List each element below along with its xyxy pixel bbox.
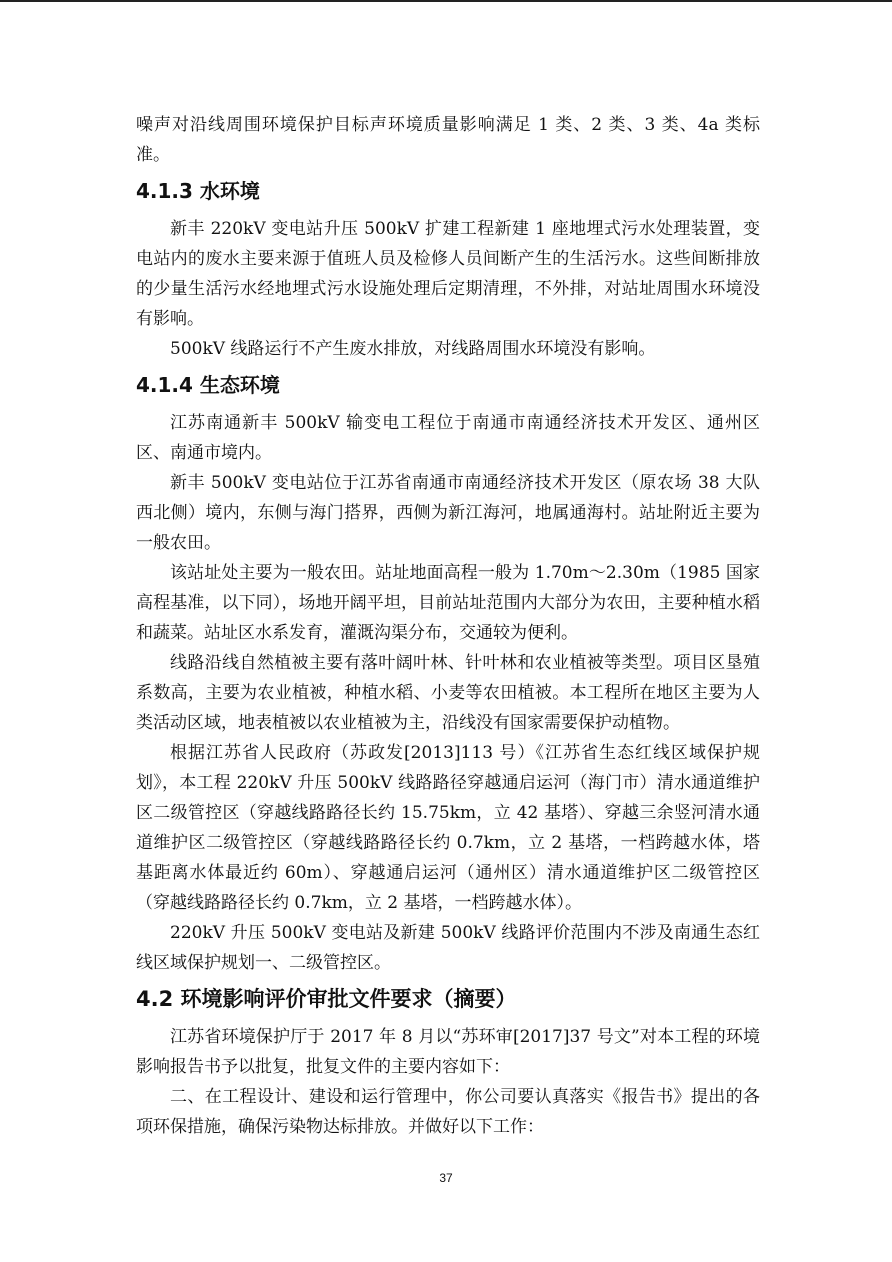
document-body [136, 110, 760, 1142]
heading-4-2: 4.2 环境影响评价审批文件要求（摘要） [136, 987, 517, 1011]
paragraph-water-1: 新丰 220kV 变电站升压 500kV 扩建工程新建 1 座地埋式污水处理装置，变电站内的废水主要来源于值班人员及检修人员间断产生的生活污水。这些间断排放的少量生活污水经地埋式污水设施处理后定期清理，不外排，对站址周围水环境没有影响。 [136, 219, 760, 329]
paragraph-approval-2: 二、在工程设计、建设和运行管理中，你公司要认真落实《报告书》提出的各项环保措施，确保污染物达标排放。并做好以下工作： [136, 1087, 760, 1137]
paragraph-eco-6: 220kV 升压 500kV 变电站及新建 500kV 线路评价范围内不涉及南通生态红线区域保护规划一、二级管控区。 [136, 923, 760, 973]
paragraph-approval-1: 江苏省环境保护厅于 2017 年 8 月以“苏环审[2017]37 号文”对本工程的环境影响报告书予以批复，批复文件的主要内容如下： [136, 1027, 760, 1077]
paragraph-eco-1: 江苏南通新丰 500kV 输变电工程位于南通市南通经济技术开发区、通州区区、南通市境内。 [136, 413, 760, 463]
paragraph-eco-4: 线路沿线自然植被主要有落叶阔叶林、针叶林和农业植被等类型。项目区垦殖系数高，主要为农业植被，种植水稻、小麦等农田植被。本工程所在地区主要为人类活动区域，地表植被以农业植被为主，沿线没有国家需要保护动植物。 [136, 653, 760, 733]
paragraph-eco-3: 该站址处主要为一般农田。站址地面高程一般为 1.70m～2.30m（1985 国家高程基准，以下同），场地开阔平坦，目前站址范围内大部分为农田，主要种植水稻和蔬菜。站址区水系发育，灌溉沟渠分布，交通较为便利。 [136, 563, 760, 643]
paragraph-eco-5: 根据江苏省人民政府（苏政发[2013]113 号）《江苏省生态红线区域保护规划》，本工程 220kV 升压 500kV 线路路径穿越通启运河（海门市）清水通道维护区二级管控区（穿越线路路径长约 15.75km，立 42 基塔）、穿越三余竖河清水通道维护区二级管控区（穿越线路路径长约 0.7km，立 2 基塔，一档跨越水体，塔基距离水体最近约 60m）、穿越通启运河（通州区）清水通道维护区二级管控区（穿越线路路径长约 0.7km，立 2 基塔，一档跨越水体）。 [136, 743, 760, 913]
page-number: 37 [439, 1171, 453, 1185]
paragraph-water-2: 500kV 线路运行不产生废水排放，对线路周围水环境没有影响。 [170, 339, 656, 359]
heading-4-1-4: 4.1.4 生态环境 [136, 373, 280, 397]
paragraph-noise-standard: 噪声对沿线周围环境保护目标声环境质量影响满足 1 类、2 类、3 类、4a 类标准。 [136, 115, 760, 165]
top-border-line [0, 0, 892, 2]
paragraph-eco-2: 新丰 500kV 变电站位于江苏省南通市南通经济技术开发区（原农场 38 大队西北侧）境内，东侧与海门搭界，西侧为新江海河，地属通海村。站址附近主要为一般农田。 [136, 473, 760, 553]
heading-4-1-3: 4.1.3 水环境 [136, 179, 260, 203]
